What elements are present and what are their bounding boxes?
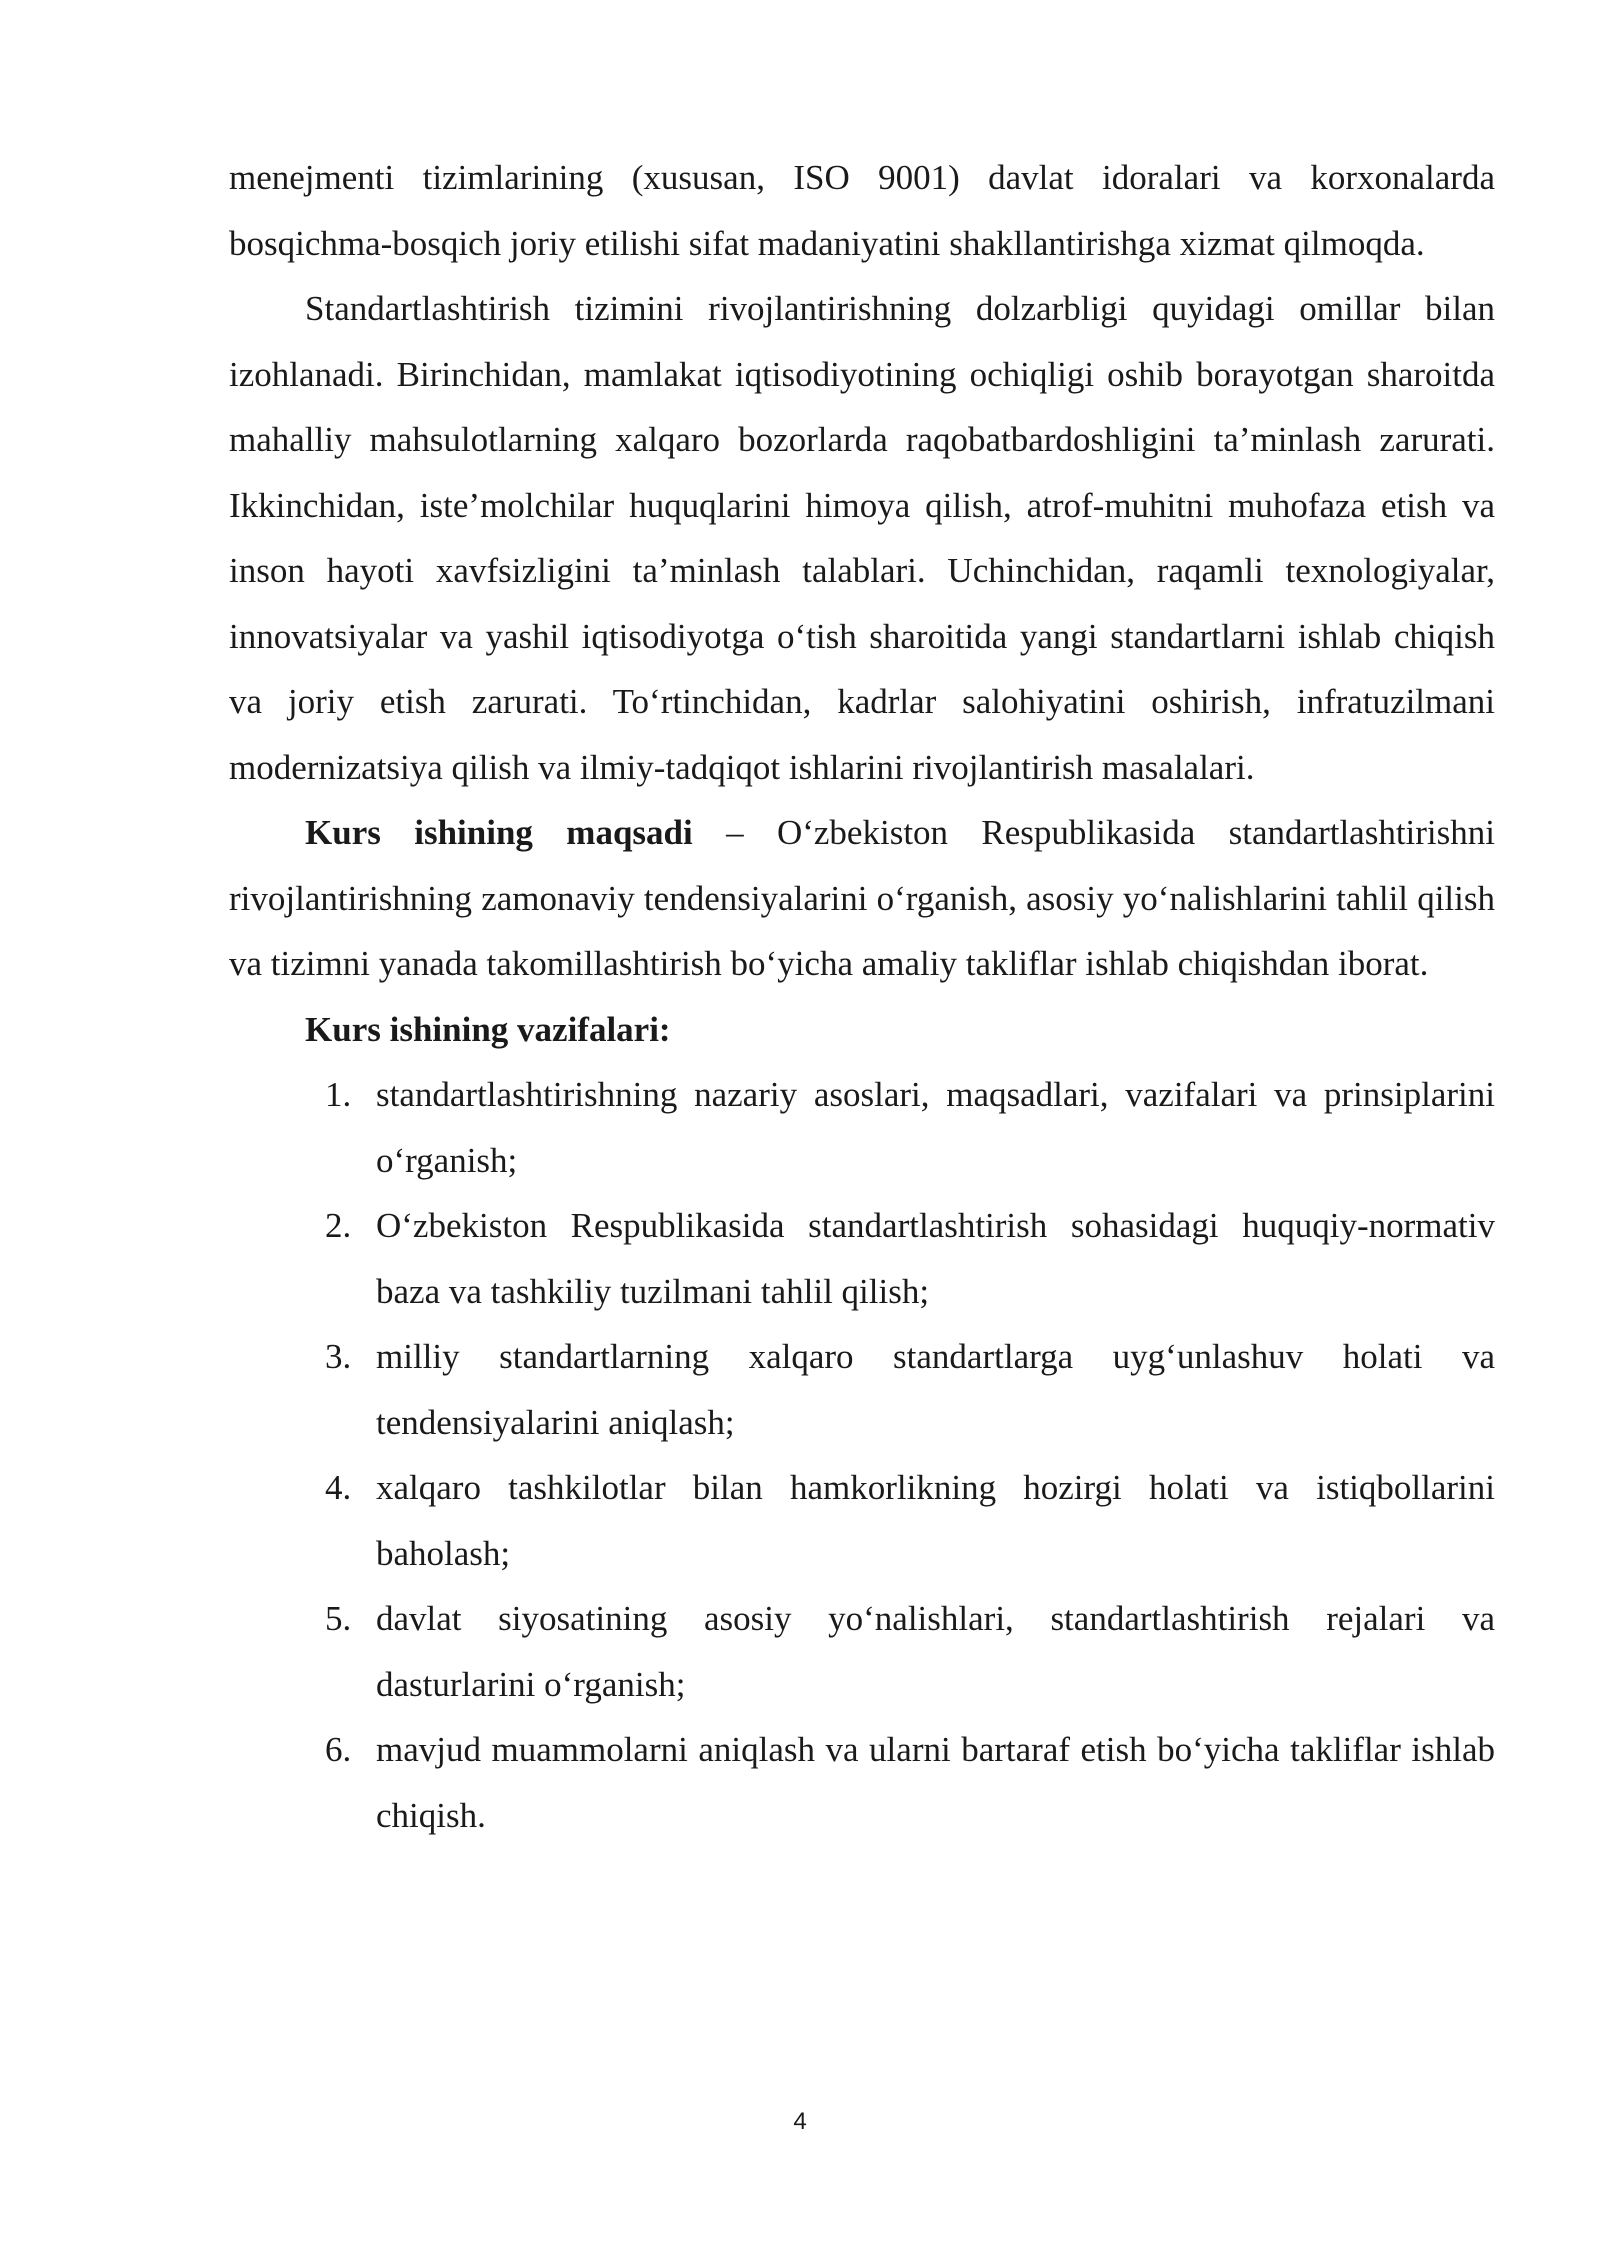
task-item	[229, 1455, 1495, 1586]
task-item	[229, 1193, 1495, 1324]
paragraph-text: menejmenti tizimlarining (xususan, ISO 9001) davlat idoralari va korxonalarda bosqichma-bosqich joriy etilishi sifat madaniyatini shakllantirishga xizmat qilmoqda.	[229, 158, 1495, 263]
task-item	[229, 1324, 1495, 1455]
task-item	[229, 1062, 1495, 1193]
task-text: O‘zbekiston Respublikasida standartlashtirish sohasidagi huquqiy-normativ baza va tashkiliy tuzilmani tahlil qilish;	[376, 1206, 1495, 1311]
task-number: 2.	[325, 1206, 352, 1245]
tasks-heading: Kurs ishining vazifalari:	[305, 1009, 671, 1049]
task-number: 5.	[325, 1599, 352, 1638]
page-number: 4	[793, 2108, 807, 2135]
paragraph-goal	[229, 800, 1495, 997]
task-number: 1.	[325, 1075, 352, 1114]
task-text: xalqaro tashkilotlar bilan hamkorlikning hozirgi holati va istiqbollarini baholash;	[376, 1468, 1495, 1573]
paragraph-text: – O‘zbekiston Respublikasida standartlashtirishni rivojlantirishning zamonaviy tendensiyalarini o‘rganish, asosiy yo‘nalishlarini tahlil qilish va tizimni yanada takomillashtirish bo‘yicha amaliy takliflar ishlab chiqishdan iborat.	[229, 813, 1495, 983]
task-number: 6.	[325, 1730, 352, 1769]
task-item	[229, 1717, 1495, 1848]
task-list	[229, 1062, 1495, 1848]
goal-lead: Kurs ishining maqsadi	[305, 813, 693, 852]
task-number: 3.	[325, 1337, 352, 1376]
paragraph-relevance	[229, 276, 1495, 800]
paragraph-text: Standartlashtirish tizimini rivojlantirishning dolzarbligi quyidagi omillar bilan izohlanadi. Birinchidan, mamlakat iqtisodiyotining ochiqligi oshib borayotgan sharoitda mahalliy mahsulotlarning xalqaro bozorlarda raqobatbardoshligini ta’minlash zarurati. Ikkinchidan, iste’molchilar huquqlarini himoya qilish, atrof-muhitni muhofaza etish va inson hayoti xavfsizligini ta’minlash talablari. Uchinchidan, raqamli texnologiyalar, innovatsiyalar va yashil iqtisodiyotga o‘tish sharoitida yangi standartlarni ishlab chiqish va joriy etish zarurati. To‘rtinchidan, kadrlar salohiyatini oshirish, infratuzilmani modernizatsiya qilish va ilmiy-tadqiqot ishlarini rivojlantirish masalalari.	[229, 289, 1495, 787]
task-item	[229, 1586, 1495, 1717]
task-text: standartlashtirishning nazariy asoslari, maqsadlari, vazifalari va prinsiplarini o‘rganish;	[376, 1075, 1495, 1180]
task-text: mavjud muammolarni aniqlash va ularni bartaraf etish bo‘yicha takliflar ishlab chiqish.	[376, 1730, 1495, 1835]
document-page	[229, 145, 1495, 1848]
task-text: milliy standartlarning xalqaro standartlarga uyg‘unlashuv holati va tendensiyalarini aniqlash;	[376, 1337, 1495, 1442]
task-number: 4.	[325, 1468, 352, 1507]
paragraph-continuation	[229, 145, 1495, 276]
task-text: davlat siyosatining asosiy yo‘nalishlari, standartlashtirish rejalari va dasturlarini o‘rganish;	[376, 1599, 1495, 1704]
